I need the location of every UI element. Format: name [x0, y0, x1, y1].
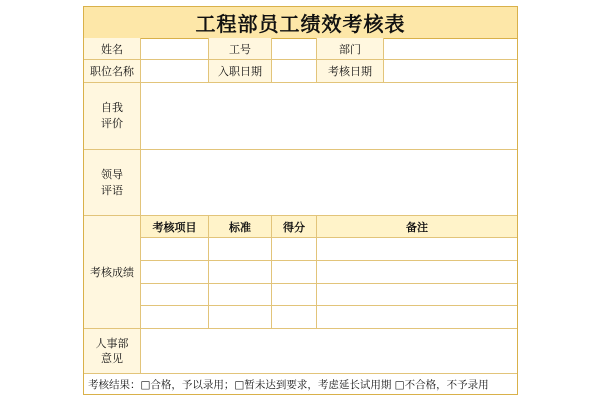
performance-form [83, 6, 518, 395]
table-row-cell[interactable] [209, 261, 272, 284]
self-evaluation-field[interactable] [141, 83, 517, 150]
table-row-cell[interactable] [272, 284, 317, 306]
department-field[interactable] [384, 38, 517, 60]
employee-id-field[interactable] [272, 38, 317, 60]
result-options-footer: 考核结果：□合格，予以录用；□暂未达到要求，考虑延长试用期 □不合格，不予录用 [88, 378, 489, 391]
position-field[interactable] [141, 60, 209, 83]
review-date-field[interactable] [384, 60, 517, 83]
table-row-cell[interactable] [209, 238, 272, 261]
self-evaluation-label: 自我 评价 [84, 83, 141, 150]
department-label: 部门 [317, 38, 384, 60]
form-title: 工程部员工绩效考核表 [84, 7, 517, 39]
review-date-label: 考核日期 [317, 60, 384, 83]
table-row-cell[interactable] [317, 238, 517, 261]
leader-comment-label: 领导 评语 [84, 150, 141, 216]
results-header-score: 得分 [272, 216, 317, 238]
table-row-cell[interactable] [317, 306, 517, 329]
name-label: 姓名 [84, 38, 141, 60]
position-label: 职位名称 [84, 60, 141, 83]
results-header-item: 考核项目 [141, 216, 209, 238]
results-header-standard: 标准 [209, 216, 272, 238]
table-row-cell[interactable] [141, 284, 209, 306]
table-row-cell[interactable] [141, 261, 209, 284]
join-date-label: 入职日期 [209, 60, 272, 83]
join-date-field[interactable] [272, 60, 317, 83]
results-label: 考核成绩 [84, 216, 141, 329]
table-row-cell[interactable] [141, 238, 209, 261]
name-field[interactable] [141, 38, 209, 60]
leader-comment-field[interactable] [141, 150, 517, 216]
table-row-cell[interactable] [272, 306, 317, 329]
table-row-cell[interactable] [209, 284, 272, 306]
table-row-cell[interactable] [317, 261, 517, 284]
employee-id-label: 工号 [209, 38, 272, 60]
table-row-cell[interactable] [209, 306, 272, 329]
results-header-remarks: 备注 [317, 216, 517, 238]
hr-opinion-label: 人事部 意见 [84, 329, 141, 374]
table-row-cell[interactable] [141, 306, 209, 329]
table-row-cell[interactable] [317, 284, 517, 306]
hr-opinion-field[interactable] [141, 329, 517, 374]
table-row-cell[interactable] [272, 261, 317, 284]
table-row-cell[interactable] [272, 238, 317, 261]
